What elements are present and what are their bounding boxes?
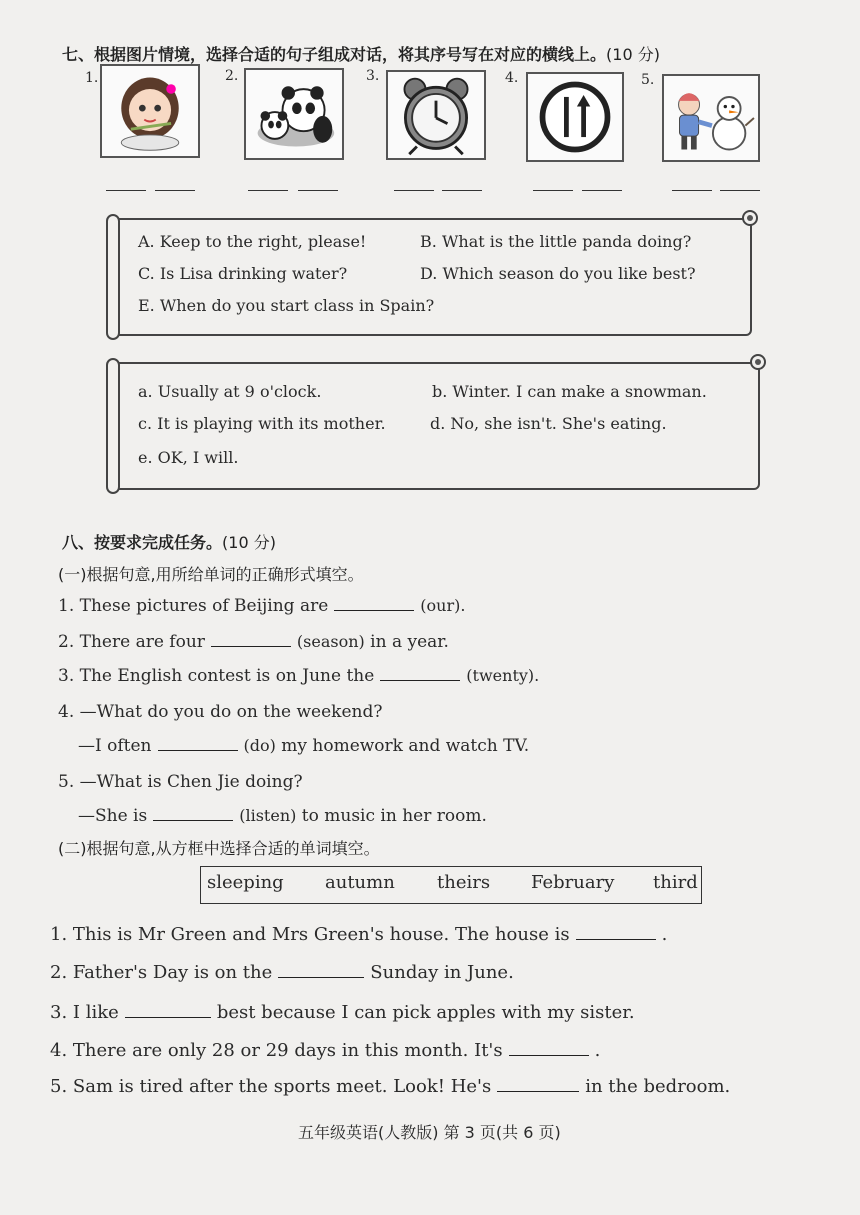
answer-blank[interactable] xyxy=(533,190,573,191)
part2-title: (二)根据句意,从方框中选择合适的单词填空。 xyxy=(58,839,380,858)
picture-number: 4. xyxy=(505,70,519,86)
word-bank-box xyxy=(200,866,702,904)
scroll-curl xyxy=(106,358,120,494)
answer-d: d. No, she isn't. She's eating. xyxy=(430,414,667,433)
page-footer: 五年级英语(人教版) 第 3 页(共 6 页) xyxy=(298,1123,561,1142)
answer-blank[interactable] xyxy=(248,190,288,191)
fill-item-3: 3. The English contest is on June the (twenty). xyxy=(58,666,540,686)
fill-item-2: 2. There are four (season) in a year. xyxy=(58,632,449,652)
keep-right-sign-drawing xyxy=(528,74,622,160)
answer-blank[interactable] xyxy=(720,190,760,191)
word-bank-word: sleeping xyxy=(207,872,284,893)
question-e: E. When do you start class in Spain? xyxy=(138,296,435,315)
fill-item-1: 1. These pictures of Beijing are (our). xyxy=(58,596,466,616)
fill-blank[interactable] xyxy=(211,645,291,647)
scroll-curl-knob xyxy=(750,354,766,370)
scroll-curl xyxy=(106,214,120,340)
fill-blank[interactable] xyxy=(576,938,656,940)
section8-points: (10 分) xyxy=(222,533,276,552)
picture-number: 1. xyxy=(85,70,99,86)
girl-eating-drawing xyxy=(102,66,198,156)
snowman-icon xyxy=(662,74,760,162)
choose-item-5: 5. Sam is tired after the sports meet. Look! He's in the bedroom. xyxy=(50,1076,731,1097)
answer-blank[interactable] xyxy=(298,190,338,191)
pandas-icon xyxy=(244,68,344,160)
picture-number: 5. xyxy=(641,72,655,88)
answer-b: b. Winter. I can make a snowman. xyxy=(432,382,707,401)
alarm-clock-drawing xyxy=(388,72,484,158)
fill-blank[interactable] xyxy=(380,679,460,681)
picture-number: 3. xyxy=(366,68,380,84)
fill-blank[interactable] xyxy=(153,819,233,821)
part1-title: (一)根据句意,用所给单词的正确形式填空。 xyxy=(58,565,364,584)
fill-item-4-answer: —I often (do) my homework and watch TV. xyxy=(78,736,530,756)
answer-blank[interactable] xyxy=(442,190,482,191)
answer-blank[interactable] xyxy=(106,190,146,191)
section8-title xyxy=(62,530,276,553)
word-bank-word: February xyxy=(531,872,615,893)
choose-item-1: 1. This is Mr Green and Mrs Green's house. The house is . xyxy=(50,924,668,945)
alarm-clock-icon xyxy=(386,70,486,160)
answer-c: c. It is playing with its mother. xyxy=(138,414,386,433)
pandas-drawing xyxy=(246,70,342,158)
keep-right-sign-icon xyxy=(526,72,624,162)
fill-blank[interactable] xyxy=(125,1016,211,1018)
fill-blank[interactable] xyxy=(509,1054,589,1056)
fill-blank[interactable] xyxy=(497,1090,579,1092)
picture-number: 2. xyxy=(225,68,239,84)
fill-item-5-answer: —She is (listen) to music in her room. xyxy=(78,806,487,826)
choose-item-4: 4. There are only 28 or 29 days in this month. It's . xyxy=(50,1040,601,1061)
answer-a: a. Usually at 9 o'clock. xyxy=(138,382,322,401)
fill-blank[interactable] xyxy=(334,609,414,611)
section8-title-text: 八、按要求完成任务。 xyxy=(62,533,223,552)
snowman-drawing xyxy=(664,76,758,160)
fill-blank[interactable] xyxy=(158,749,238,751)
answer-blank[interactable] xyxy=(394,190,434,191)
word-bank-word: third xyxy=(653,872,698,893)
answer-blank[interactable] xyxy=(672,190,712,191)
scroll-curl-knob xyxy=(742,210,758,226)
question-b: B. What is the little panda doing? xyxy=(420,232,692,251)
choose-item-2: 2. Father's Day is on the Sunday in June. xyxy=(50,962,514,983)
answer-lines xyxy=(0,190,860,192)
answer-blank[interactable] xyxy=(155,190,195,191)
word-bank-word: theirs xyxy=(437,872,491,893)
answer-blank[interactable] xyxy=(582,190,622,191)
question-c: C. Is Lisa drinking water? xyxy=(138,264,348,283)
section7-points: (10 分) xyxy=(606,45,660,64)
girl-eating-icon xyxy=(100,64,200,158)
question-d: D. Which season do you like best? xyxy=(420,264,696,283)
answer-e: e. OK, I will. xyxy=(138,448,239,467)
choose-item-3: 3. I like best because I can pick apples with my sister. xyxy=(50,1002,635,1023)
section7-title xyxy=(62,42,660,65)
fill-item-4-question: 4. —What do you do on the weekend? xyxy=(58,702,383,722)
section7-title-text: 七、根据图片情境，选择合适的句子组成对话，将其序号写在对应的横线上。 xyxy=(62,45,607,64)
word-bank-word: autumn xyxy=(325,872,395,893)
fill-blank[interactable] xyxy=(278,976,364,978)
question-a: A. Keep to the right, please! xyxy=(138,232,367,251)
fill-item-5-question: 5. —What is Chen Jie doing? xyxy=(58,772,303,792)
